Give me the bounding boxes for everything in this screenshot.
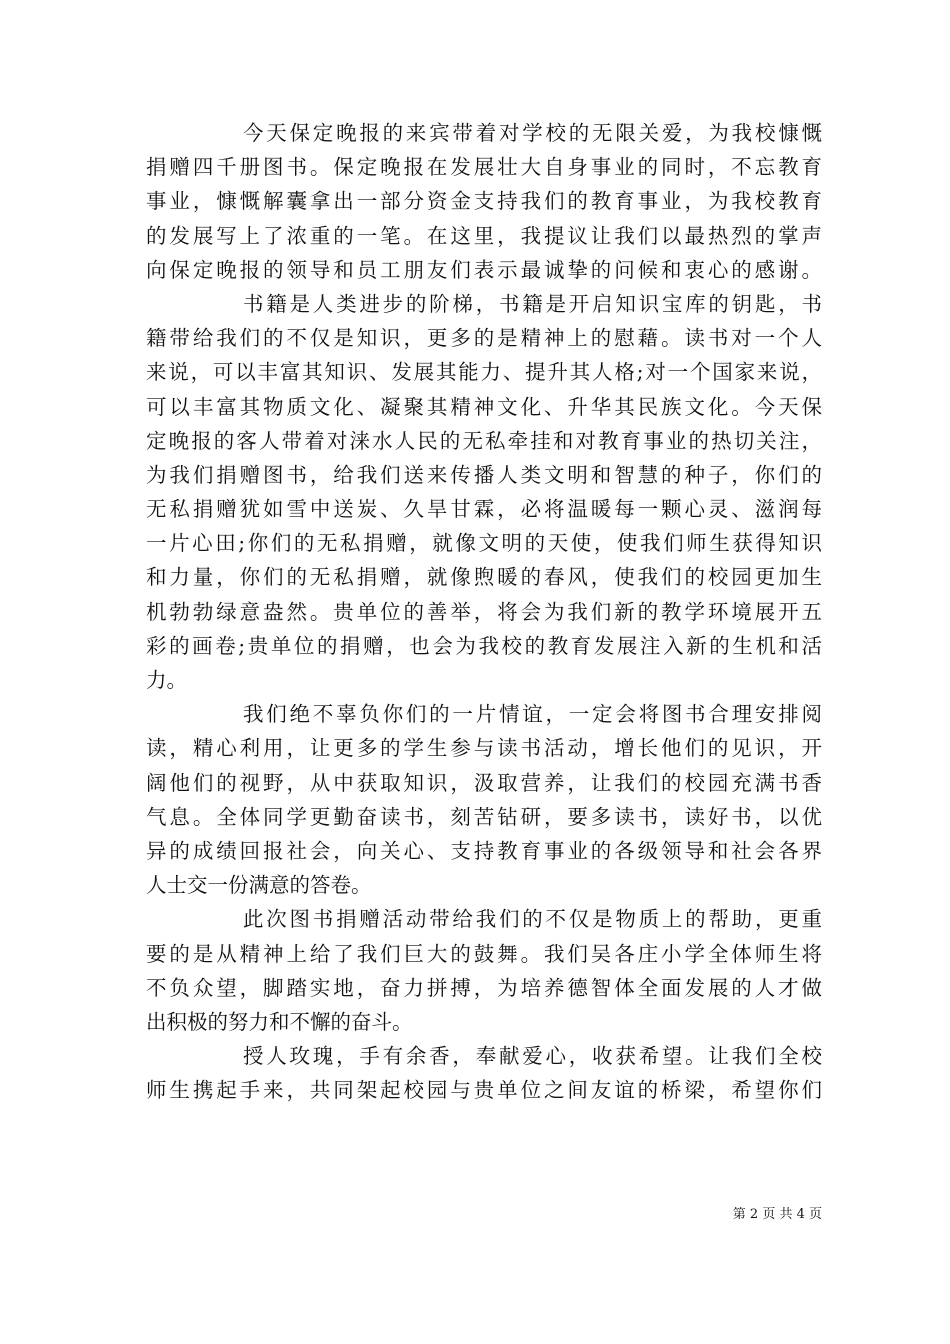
text-line: 师生携起手来，共同架起校园与贵单位之间友谊的桥梁，希望你们	[146, 1078, 822, 1103]
paragraph	[146, 902, 822, 1039]
text-line: 彩的画卷;贵单位的捐赠，也会为我校的教育发展注入新的生机和活	[146, 633, 822, 658]
text-line: 一片心田;你们的无私捐赠，就像文明的天使，使我们师生获得知识	[146, 531, 822, 556]
text-line: 我们绝不辜负你们的一片情谊，一定会将图书合理安排阅	[243, 702, 822, 727]
paragraph	[146, 116, 822, 287]
text-line: 事业，慷慨解囊拿出一部分资金支持我们的教育事业，为我校教育	[146, 189, 822, 214]
text-line: 此次图书捐赠活动带给我们的不仅是物质上的帮助，更重	[243, 907, 822, 932]
text-line: 要的是从精神上给了我们巨大的鼓舞。我们吴各庄小学全体师生将	[146, 941, 822, 966]
text-line: 机勃勃绿意盎然。贵单位的善举，将会为我们新的教学环境展开五	[146, 599, 822, 624]
paragraph	[146, 1039, 822, 1107]
text-line: 无私捐赠犹如雪中送炭、久旱甘霖，必将温暖每一颗心灵、滋润每	[146, 497, 822, 522]
paragraph	[146, 287, 822, 697]
paragraph	[146, 697, 822, 902]
text-line: 来说，可以丰富其知识、发展其能力、提升其人格;对一个国家来说，	[146, 360, 822, 385]
text-line: 气息。全体同学更勤奋读书，刻苦钻研，要多读书，读好书，以优	[146, 804, 822, 829]
text-line: 向保定晚报的领导和员工朋友们表示最诚挚的问候和衷心的感谢。	[146, 257, 822, 282]
text-line: 授人玫瑰，手有余香，奉献爱心，收获希望。让我们全校	[243, 1044, 822, 1069]
text-line: 书籍是人类进步的阶梯，书籍是开启知识宝库的钥匙，书	[243, 291, 822, 316]
text-line: 和力量，你们的无私捐赠，就像煦暖的春风，使我们的校园更加生	[146, 565, 822, 590]
text-line: 可以丰富其物质文化、凝聚其精神文化、升华其民族文化。今天保	[146, 394, 822, 419]
text-line: 的发展写上了浓重的一笔。在这里，我提议让我们以最热烈的掌声	[146, 223, 822, 248]
text-line: 捐赠四千册图书。保定晚报在发展壮大自身事业的同时，不忘教育	[146, 155, 822, 180]
page-number-footer: 第 2 页 共 4 页	[732, 1207, 822, 1222]
text-line: 不负众望，脚踏实地，奋力拼搏，为培养德智体全面发展的人才做	[146, 975, 822, 1000]
text-line: 出积极的努力和不懈的奋斗。	[146, 1009, 413, 1034]
text-line: 籍带给我们的不仅是知识，更多的是精神上的慰藉。读书对一个人	[146, 326, 822, 351]
document-body	[146, 116, 822, 1107]
text-line: 力。	[146, 668, 187, 692]
text-line: 人士交一份满意的答卷。	[146, 873, 372, 898]
text-line: 今天保定晚报的来宾带着对学校的无限关爱，为我校慷慨	[243, 121, 822, 145]
text-line: 读，精心利用，让更多的学生参与读书活动，增长他们的见识，开	[146, 736, 822, 761]
text-line: 定晚报的客人带着对涞水人民的无私牵挂和对教育事业的热切关注，	[146, 428, 822, 453]
text-line: 阔他们的视野，从中获取知识，汲取营养，让我们的校园充满书香	[146, 770, 822, 795]
text-line: 异的成绩回报社会，向关心、支持教育事业的各级领导和社会各界	[146, 838, 822, 863]
text-line: 为我们捐赠图书，给我们送来传播人类文明和智慧的种子，你们的	[146, 462, 822, 487]
